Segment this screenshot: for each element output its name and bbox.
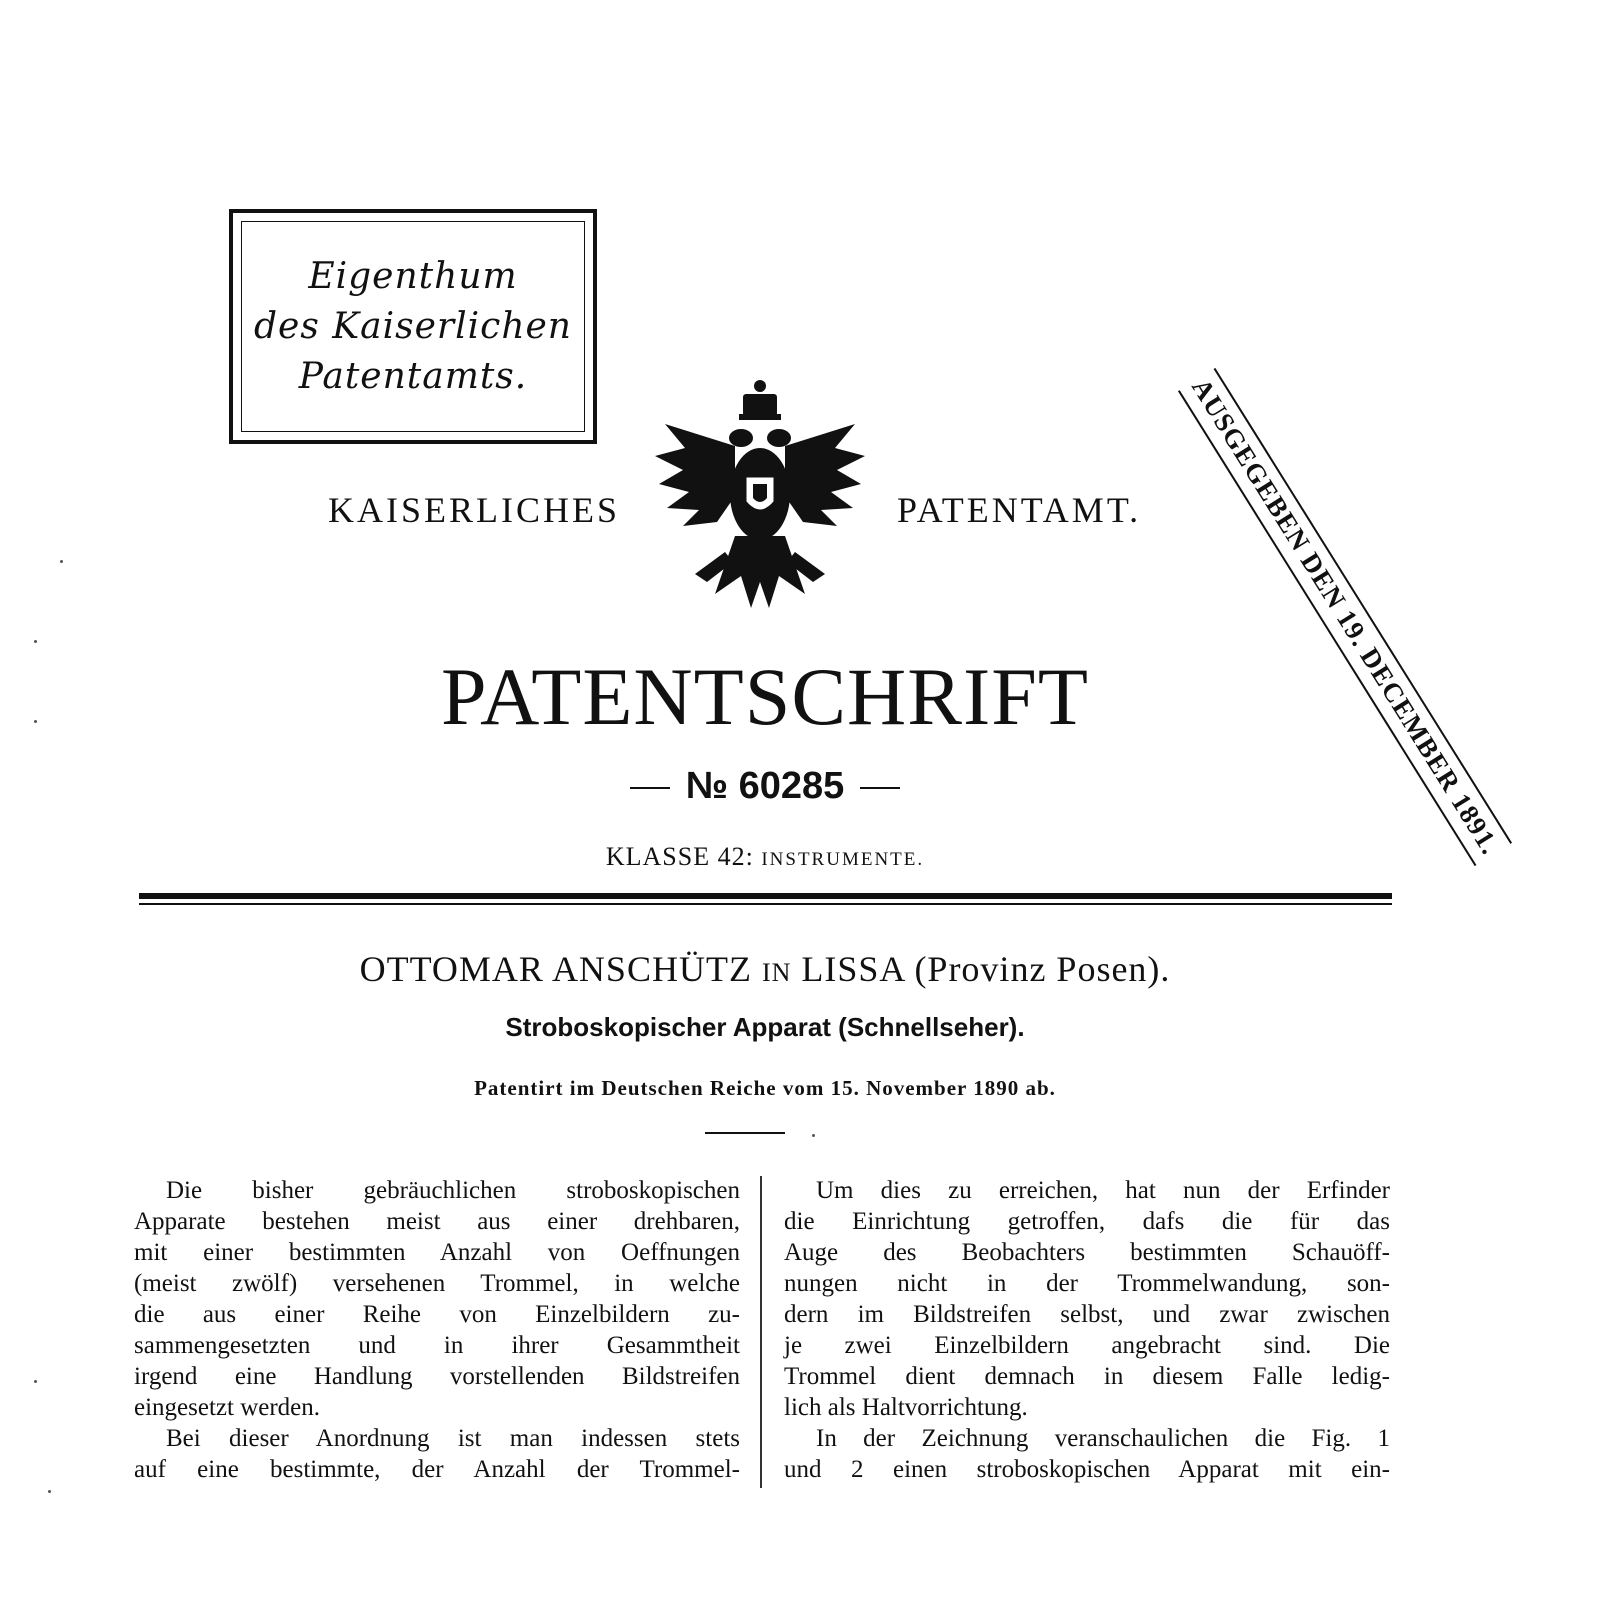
text-line: nungen nicht in der Trommelwandung, son- <box>784 1270 1390 1297</box>
text-line: die aus einer Reihe von Einzelbildern zu- <box>134 1301 740 1328</box>
header-rule <box>139 893 1392 899</box>
text-line: Bei dieser Anordnung ist man indessen stets <box>166 1425 740 1452</box>
text-line: je zwei Einzelbildern angebracht sind. Die <box>784 1332 1390 1359</box>
dash <box>860 787 900 789</box>
text-line: Apparate bestehen meist aus einer drehbaren, <box>134 1208 740 1235</box>
scan-speck <box>48 1490 51 1493</box>
text-line: (meist zwölf) versehenen Trommel, in welche <box>134 1270 740 1297</box>
text-line: lich als Haltvorrichtung. <box>784 1394 1028 1421</box>
inventor-in: IN <box>761 958 792 987</box>
patent-number-line <box>0 765 1530 808</box>
inventor-place: LISSA <box>801 949 905 989</box>
text-line: Die bisher gebräuchlichen stroboskopischen <box>166 1177 740 1204</box>
text-line: eingesetzt werden. <box>134 1394 321 1421</box>
stamp-line: Patentamts. <box>298 355 528 397</box>
patent-date: Patentirt im Deutschen Reiche vom 15. November 1890 ab. <box>474 1076 1056 1100</box>
scan-speck <box>34 1380 37 1383</box>
dash <box>630 787 670 789</box>
text-line: Trommel dient demnach in diesem Falle ledig- <box>784 1363 1390 1390</box>
body-column-right <box>784 1175 1390 1485</box>
scan-speck <box>34 720 37 723</box>
scan-speck <box>812 1134 815 1137</box>
imperial-eagle-icon <box>655 376 865 624</box>
ownership-stamp <box>229 209 597 444</box>
inventor-line <box>0 948 1530 990</box>
text-line: Um dies zu erreichen, hat nun der Erfinder <box>816 1177 1390 1204</box>
class-line <box>0 842 1530 872</box>
section-divider <box>705 1132 785 1134</box>
header-rule-thin <box>139 903 1392 905</box>
document-type: PATENTSCHRIFT <box>441 651 1089 742</box>
text-line: und 2 einen stroboskopischen Apparat mit ein- <box>784 1456 1390 1483</box>
stamp-line: des Kaiserlichen <box>254 305 572 347</box>
text-line: sammengesetzten und in ihrer Gesammtheit <box>134 1332 740 1359</box>
patent-title: Stroboskopischer Apparat (Schnellseher). <box>505 1012 1025 1042</box>
patent-number: № 60285 <box>685 765 845 807</box>
text-line: irgend eine Handlung vorstellenden Bildstreifen <box>134 1363 740 1390</box>
header-left: KAISERLICHES <box>328 490 621 530</box>
text-line: In der Zeichnung veranschaulichen die Fig. 1 <box>816 1425 1390 1452</box>
body-column-left <box>134 1175 740 1485</box>
header-right: PATENTAMT. <box>897 490 1142 530</box>
issue-date: AUSGEGEBEN DEN 19. DECEMBER 1891. <box>1186 373 1506 860</box>
column-separator <box>760 1176 762 1488</box>
class-name: INSTRUMENTE. <box>761 849 925 870</box>
scan-speck <box>60 560 63 563</box>
text-line: auf eine bestimmte, der Anzahl der Trommel- <box>134 1456 740 1483</box>
text-line: Auge des Beobachters bestimmten Schauöff- <box>784 1239 1390 1266</box>
text-line: die Einrichtung getroffen, dafs die für das <box>784 1208 1390 1235</box>
inventor-name: OTTOMAR ANSCHÜTZ <box>359 949 752 989</box>
text-line: mit einer bestimmten Anzahl von Oeffnungen <box>134 1239 740 1266</box>
stamp-line: Eigenthum <box>308 255 518 297</box>
text-line: dern im Bildstreifen selbst, und zwar zwischen <box>784 1301 1390 1328</box>
inventor-province: (Provinz Posen). <box>914 949 1171 989</box>
scan-speck <box>34 640 37 643</box>
class-label: KLASSE 42: <box>605 842 754 871</box>
